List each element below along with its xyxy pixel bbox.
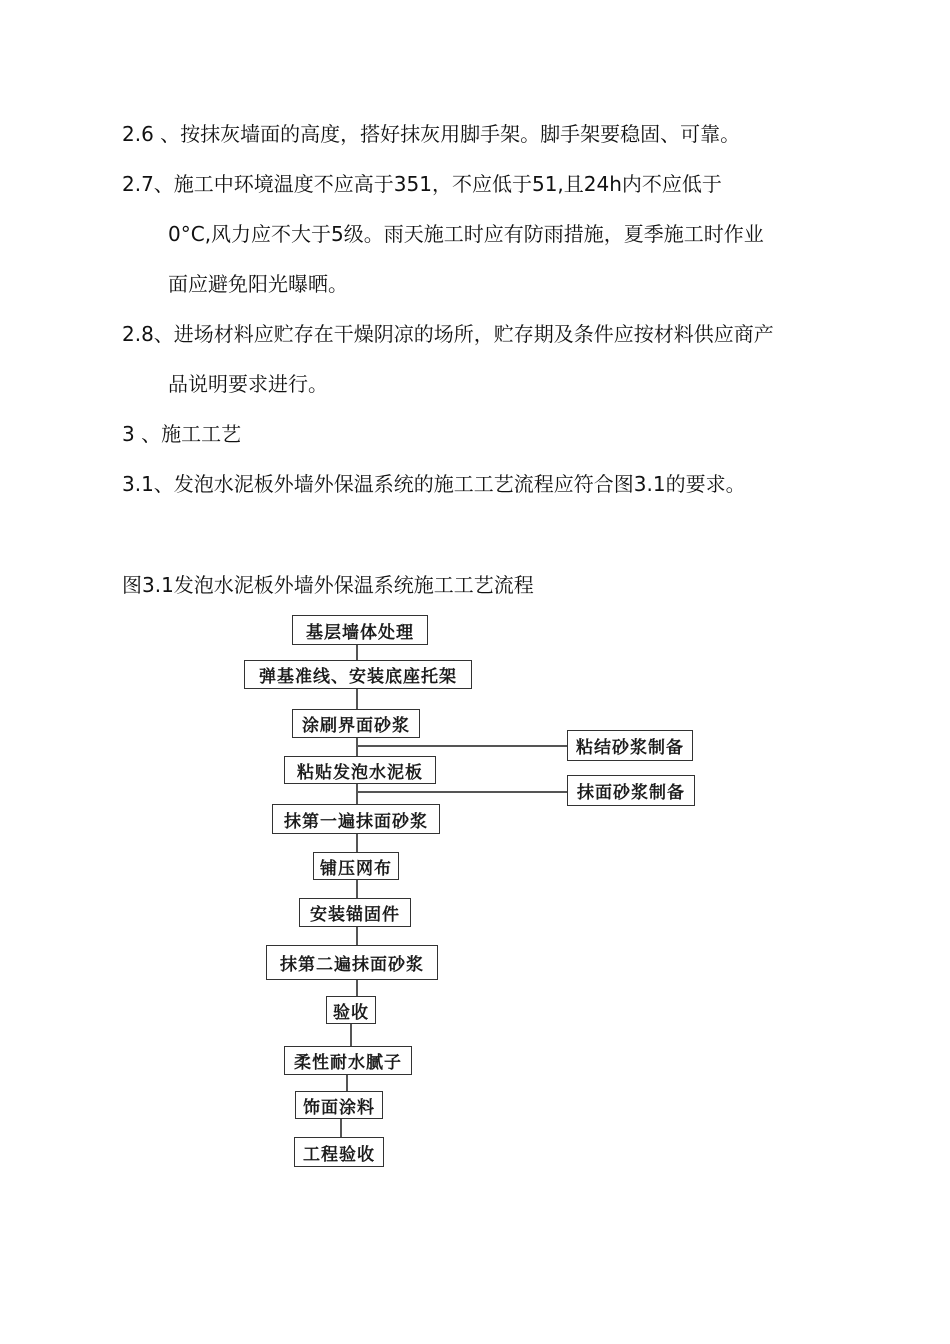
paragraph-2-6: 2.6 、按抹灰墙面的高度，搭好抹灰用脚手架。脚手架要稳固、可靠。 bbox=[122, 122, 741, 146]
flow-step-2: 弹基准线、安装底座托架 bbox=[244, 660, 472, 689]
flow-step-9: 验收 bbox=[326, 996, 376, 1024]
connector-8 bbox=[356, 980, 358, 996]
connector-5 bbox=[356, 834, 358, 852]
connector-6 bbox=[356, 880, 358, 898]
flow-step-1: 基层墙体处理 bbox=[292, 615, 428, 645]
flow-step-7: 安装锚固件 bbox=[299, 898, 411, 927]
figure-title: 图3.1发泡水泥板外墙外保温系统施工工艺流程 bbox=[122, 573, 534, 597]
flow-step-6: 铺压网布 bbox=[313, 852, 399, 880]
flow-step-12: 工程验收 bbox=[294, 1137, 384, 1167]
paragraph-2-8-line-2: 品说明要求进行。 bbox=[168, 372, 328, 396]
connector-7 bbox=[356, 927, 358, 945]
paragraph-2-7-line-2: 0°C,风力应不大于5级。雨天施工时应有防雨措施，夏季施工时作业 bbox=[168, 222, 764, 246]
paragraph-2-7-line-1: 2.7、施工中环境温度不应高于351，不应低于51,且24h内不应低于 bbox=[122, 172, 722, 196]
connector-10 bbox=[346, 1075, 348, 1091]
connector-4 bbox=[356, 784, 358, 804]
flow-step-3: 涂刷界面砂浆 bbox=[292, 709, 420, 738]
connector-2 bbox=[356, 689, 358, 709]
branch-connector-1 bbox=[356, 745, 567, 747]
branch-connector-2 bbox=[356, 791, 567, 793]
connector-11 bbox=[340, 1119, 342, 1137]
paragraph-2-7-line-3: 面应避免阳光曝晒。 bbox=[168, 272, 348, 296]
flow-step-8: 抹第二遍抹面砂浆 bbox=[266, 945, 438, 980]
paragraph-2-8-line-1: 2.8、进场材料应贮存在干燥阴凉的场所，贮存期及条件应按材料供应商产 bbox=[122, 322, 774, 346]
connector-9 bbox=[350, 1024, 352, 1046]
section-3-heading: 3 、施工工艺 bbox=[122, 422, 242, 446]
flow-step-5: 抹第一遍抹面砂浆 bbox=[272, 804, 440, 834]
flow-step-11: 饰面涂料 bbox=[295, 1091, 383, 1119]
flow-step-10: 柔性耐水腻子 bbox=[284, 1046, 412, 1075]
side-step-2: 抹面砂浆制备 bbox=[567, 775, 695, 806]
connector-1 bbox=[356, 645, 358, 660]
flow-step-4: 粘贴发泡水泥板 bbox=[284, 756, 436, 784]
paragraph-3-1: 3.1、发泡水泥板外墙外保温系统的施工工艺流程应符合图3.1的要求。 bbox=[122, 472, 746, 496]
connector-3 bbox=[356, 738, 358, 756]
side-step-1: 粘结砂浆制备 bbox=[567, 730, 693, 761]
